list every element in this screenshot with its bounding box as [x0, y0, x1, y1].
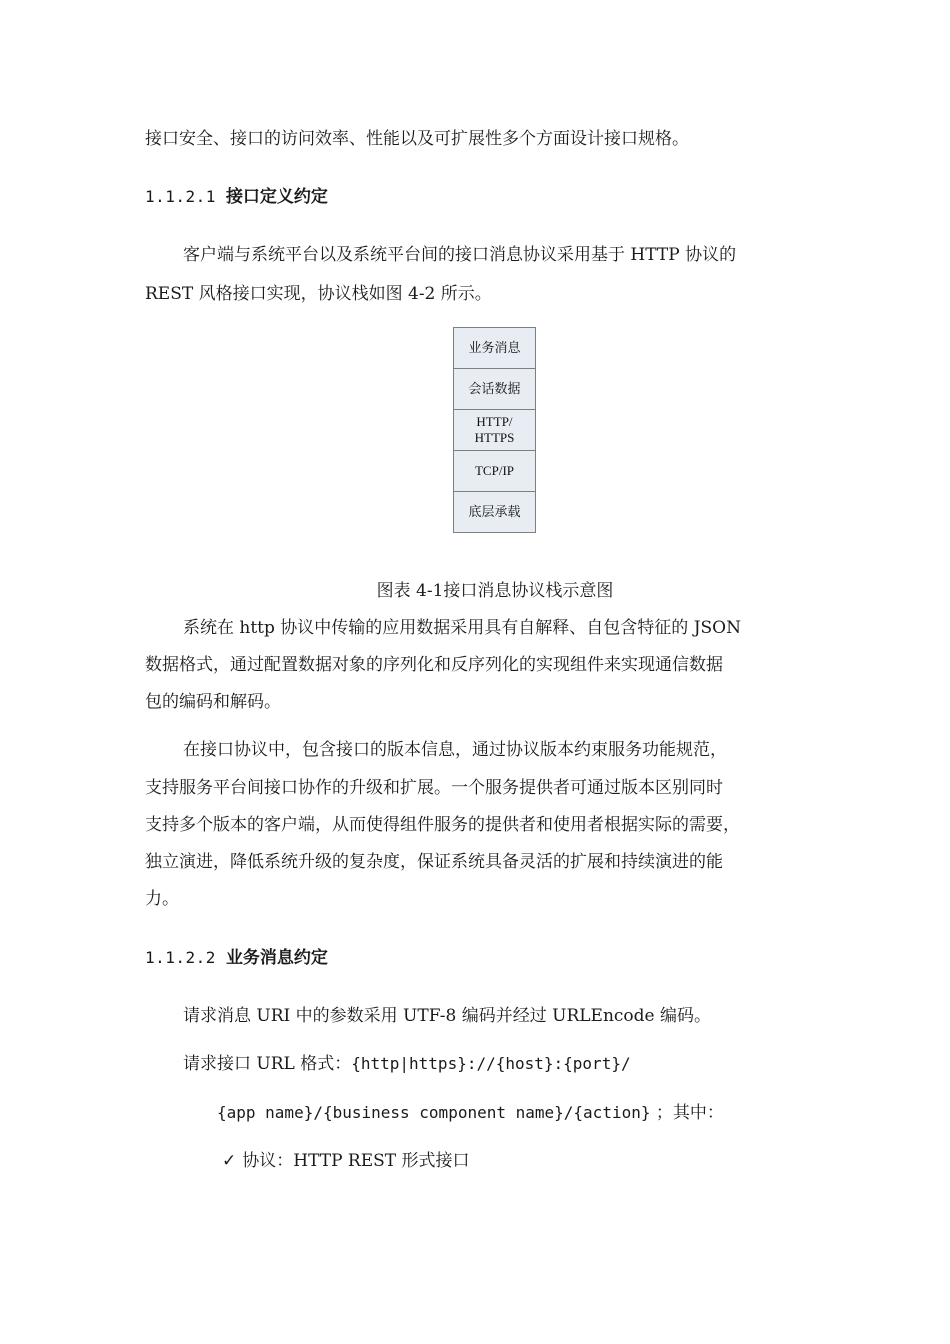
bullet-text: 协议：HTTP REST 形式接口 [242, 1151, 470, 1171]
paragraph-version-line5: 力。 [145, 889, 179, 909]
paragraph-json-line1: 系统在 http 协议中传输的应用数据采用具有自解释、自包含特征的 JSON [183, 618, 741, 638]
url-format-label: 请求接口 URL 格式： [183, 1054, 352, 1074]
stack-layer-tcpip: TCP/IP [454, 451, 535, 492]
bullet-protocol [222, 1149, 470, 1173]
stack-layer-bearer: 底层承载 [468, 504, 521, 519]
url-format-part2: {app name}/{business component name}/{action} [217, 1103, 651, 1122]
section-heading-interface-definition [145, 185, 328, 209]
paragraph-version-line2: 支持服务平台间接口协作的升级和扩展。一个服务提供者可通过版本区别同时 [145, 778, 723, 798]
protocol-stack-diagram [453, 327, 536, 533]
paragraph-protocol-line2: REST 风格接口实现，协议栈如图 4-2 所示。 [145, 284, 492, 304]
check-icon: ✓ [222, 1151, 237, 1171]
url-format-part1: {http|https}://{host}:{port}/ [351, 1054, 631, 1073]
paragraph-version-line3: 支持多个版本的客户端，从而使得组件服务的提供者和使用者根据实际的需要， [145, 815, 740, 835]
section-heading-business-message [145, 946, 328, 970]
paragraph-uri-encoding: 请求消息 URI 中的参数采用 UTF-8 编码并经过 URLEncode 编码。 [183, 1006, 711, 1026]
stack-layer-session-data: 会话数据 [454, 369, 535, 410]
section-number: 1.1.2.2 [145, 948, 216, 967]
section-number: 1.1.2.1 [145, 187, 216, 206]
url-format-line2 [217, 1101, 724, 1125]
paragraph-intro: 接口安全、接口的访问效率、性能以及可扩展性多个方面设计接口规格。 [145, 129, 689, 149]
stack-layer-business-message: 业务消息 [454, 328, 535, 369]
stack-layer-http: HTTP/ HTTPS [454, 410, 535, 451]
paragraph-json-line3: 包的编码和解码。 [145, 692, 281, 712]
paragraph-json-line2: 数据格式，通过配置数据对象的序列化和反序列化的实现组件来实现通信数据 [145, 655, 723, 675]
paragraph-version-line1: 在接口协议中，包含接口的版本信息，通过协议版本约束服务功能规范， [183, 740, 727, 760]
url-format-line1 [183, 1052, 631, 1076]
paragraph-protocol-line1: 客户端与系统平台以及系统平台间的接口消息协议采用基于 HTTP 协议的 [183, 245, 737, 265]
url-format-suffix: ；其中： [650, 1103, 724, 1123]
section-title: 业务消息约定 [225, 948, 328, 968]
paragraph-version-line4: 独立演进，降低系统升级的复杂度，保证系统具备灵活的扩展和持续演进的能 [145, 852, 723, 872]
section-title: 接口定义约定 [225, 187, 328, 207]
figure-caption: 图表 4-1接口消息协议栈示意图 [376, 581, 614, 601]
